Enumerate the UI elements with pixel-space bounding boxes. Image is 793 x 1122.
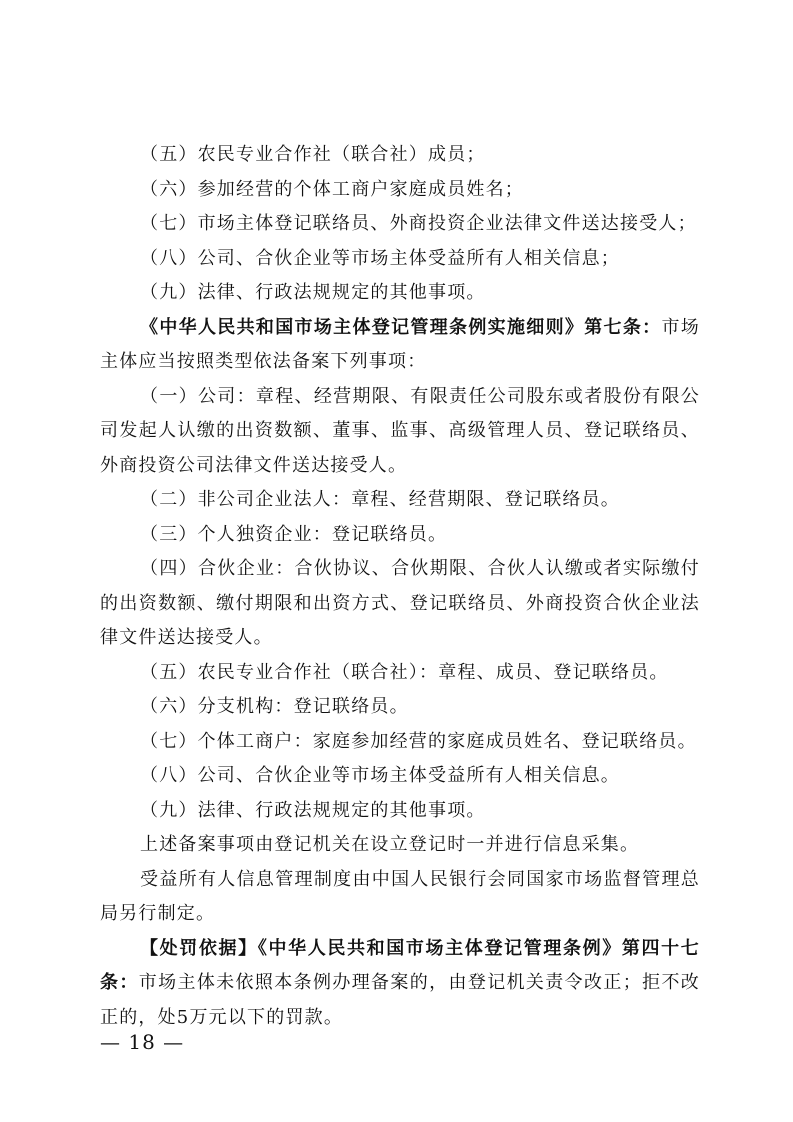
article-reference: 《中华人民共和国市场主体登记管理条例实施细则》第七条： [140, 316, 662, 338]
page-number: — 18 — [100, 1030, 185, 1054]
paragraph: （六）参加经营的个体工商户家庭成员姓名； [140, 178, 524, 200]
penalty-basis-paragraph: 【处罚依据】《中华人民共和国市场主体登记管理条例》第四十七条：市场主体未依照本条例办理备案的，由登记机关责令改正；拒不改正的，处5万元以下的罚款。 [100, 937, 701, 1028]
body-text [100, 138, 700, 1035]
paragraph: （一）公司：章程、经营期限、有限责任公司股东或者股份有限公司发起人认缴的出资数额、董事、监事、高级管理人员、登记联络员、外商投资公司法律文件送达接受人。 [100, 385, 700, 476]
paragraph: （八）公司、合伙企业等市场主体受益所有人相关信息； [140, 247, 620, 269]
paragraph: （三）个人独资企业：登记联络员。 [140, 523, 448, 545]
paragraph: （九）法律、行政法规规定的其他事项。 [140, 799, 486, 821]
paragraph: （四）合伙企业：合伙协议、合伙期限、合伙人认缴或者实际缴付的出资数额、缴付期限和出资方式、登记联络员、外商投资合伙企业法律文件送达接受人。 [100, 558, 700, 648]
paragraph: （二）非公司企业法人：章程、经营期限、登记联络员。 [140, 489, 620, 510]
paragraph: （八）公司、合伙企业等市场主体受益所有人相关信息。 [140, 765, 620, 786]
paragraph: （七）个体工商户：家庭参加经营的家庭成员姓名、登记联络员。 [140, 730, 697, 752]
paragraph: （七）市场主体登记联络员、外商投资企业法律文件送达接受人； [140, 213, 697, 234]
article-reference-paragraph: 《中华人民共和国市场主体登记管理条例实施细则》第七条：市场主体应当按照类型依法备案下列事项： [100, 316, 700, 372]
paragraph: （六）分支机构：登记联络员。 [140, 696, 409, 717]
paragraph: 上述备案事项由登记机关在设立登记时一并进行信息采集。 [140, 834, 640, 855]
penalty-basis-reference: 【处罚依据】《中华人民共和国市场主体登记管理条例》第四十七条： [100, 937, 700, 993]
paragraph: （五）农民专业合作社（联合社）成员； [140, 144, 486, 165]
paragraph: （九）法律、行政法规规定的其他事项。 [140, 282, 486, 303]
paragraph: （五）农民专业合作社（联合社）：章程、成员、登记联络员。 [140, 661, 669, 683]
paragraph: 受益所有人信息管理制度由中国人民银行会同国家市场监督管理总局另行制定。 [100, 868, 700, 924]
